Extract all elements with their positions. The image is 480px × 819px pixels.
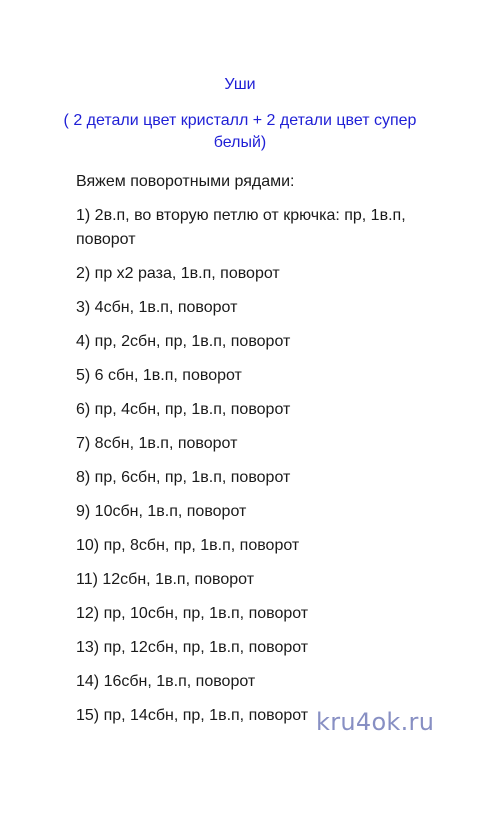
intro-text: Вяжем поворотными рядами: (76, 173, 295, 190)
step-item: 15) пр, 14сбн, пр, 1в.п, поворот (76, 707, 309, 724)
steps-list (76, 204, 436, 738)
step-item: 14) 16сбн, 1в.п, поворот (76, 673, 256, 690)
step-item: 6) пр, 4сбн, пр, 1в.п, поворот (76, 401, 291, 418)
step-item: 7) 8сбн, 1в.п, поворот (76, 435, 238, 452)
step-item: 1) 2в.п, во вторую петлю от крючка: пр, 1в.п, поворот (76, 207, 406, 248)
step-item: 2) пр х2 раза, 1в.п, поворот (76, 265, 280, 282)
step-item: 11) 12сбн, 1в.п, поворот (76, 571, 255, 588)
step-item: 13) пр, 12сбн, пр, 1в.п, поворот (76, 639, 309, 656)
step-item: 10) пр, 8сбн, пр, 1в.п, поворот (76, 537, 300, 554)
section-title: Уши (224, 76, 256, 93)
section-subtitle: ( 2 детали цвет кристалл + 2 детали цвет супер белый) (63, 112, 417, 151)
step-item: 8) пр, 6сбн, пр, 1в.п, поворот (76, 469, 291, 486)
step-item: 3) 4сбн, 1в.п, поворот (76, 299, 238, 316)
step-item: 4) пр, 2сбн, пр, 1в.п, поворот (76, 333, 291, 350)
step-item: 12) пр, 10сбн, пр, 1в.п, поворот (76, 605, 309, 622)
site-watermark: kru4ok.ru (316, 708, 435, 736)
step-item: 9) 10сбн, 1в.п, поворот (76, 503, 247, 520)
step-item: 5) 6 сбн, 1в.п, поворот (76, 367, 242, 384)
